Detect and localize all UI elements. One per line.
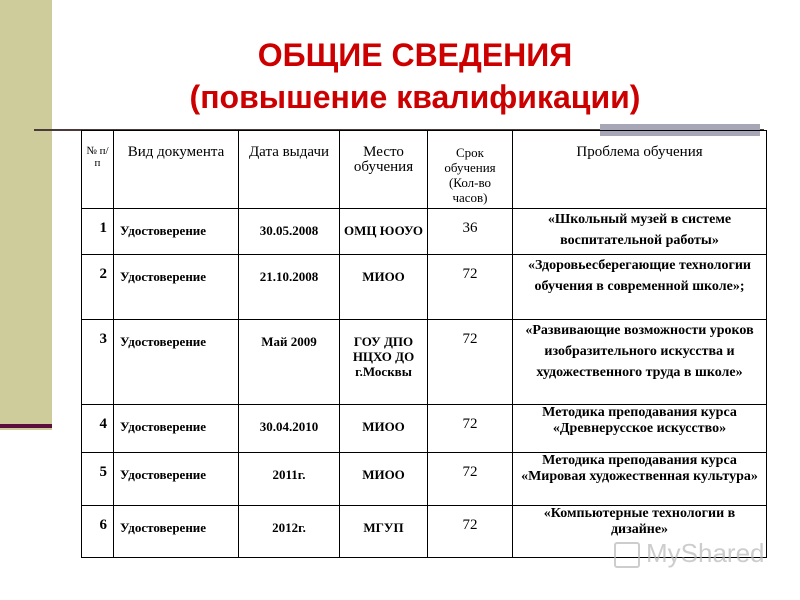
row-issue-date: 2012г. — [239, 505, 340, 557]
row-doc-type: Удостоверение — [114, 319, 239, 404]
row-issue-date: Май 2009 — [239, 319, 340, 404]
table-row — [82, 405, 767, 453]
row-issue-date: 30.05.2008 — [239, 209, 340, 255]
row-hours: 72 — [428, 255, 513, 319]
row-doc-type: Удостоверение — [114, 255, 239, 319]
header-duration: Срок обучения (Кол-во часов) — [428, 131, 513, 209]
row-doc-type: Удостоверение — [114, 505, 239, 557]
row-num: 3 — [82, 319, 114, 404]
row-problem: «Здоровьесберегающие технологии обучения в современной школе»; — [513, 255, 767, 319]
table-row — [82, 319, 767, 404]
row-place: ОМЦ ЮОУО — [340, 209, 428, 255]
table-row — [82, 255, 767, 319]
row-doc-type: Удостоверение — [114, 405, 239, 453]
row-hours: 36 — [428, 209, 513, 255]
row-issue-date: 30.04.2010 — [239, 405, 340, 453]
row-issue-date: 21.10.2008 — [239, 255, 340, 319]
row-hours: 72 — [428, 405, 513, 453]
row-problem: Методика преподавания курса «Мировая художественная культура» — [513, 453, 767, 505]
title-line-2: (повышение квалификации) — [189, 79, 641, 115]
watermark — [614, 538, 765, 569]
row-problem: «Развивающие возможности уроков изобразительного искусства и художественного труда в школе» — [513, 319, 767, 404]
table-header-row — [82, 131, 767, 209]
title-line-1: ОБЩИЕ СВЕДЕНИЯ — [257, 37, 573, 73]
header-num: № п/п — [82, 131, 114, 209]
header-doc-type: Вид документа — [114, 131, 239, 209]
header-issue-date: Дата выдачи — [239, 131, 340, 209]
row-hours: 72 — [428, 453, 513, 505]
row-problem: «Компьютерные технологии в дизайне» — [513, 505, 767, 557]
row-problem: Методика преподавания курса «Древнерусское искусство» — [513, 405, 767, 453]
page-title — [0, 34, 800, 118]
row-place: МИОО — [340, 453, 428, 505]
watermark-logo-icon — [614, 542, 640, 568]
row-hours: 72 — [428, 505, 513, 557]
watermark-text: MyShared — [646, 538, 765, 568]
row-problem: «Школьный музей в системе воспитательной работы» — [513, 209, 767, 255]
row-hours: 72 — [428, 319, 513, 404]
row-place: МИОО — [340, 255, 428, 319]
header-place: Место обучения — [340, 131, 428, 209]
row-place: МИОО — [340, 405, 428, 453]
header-problem: Проблема обучения — [513, 131, 767, 209]
qualification-table — [81, 130, 767, 558]
row-num: 5 — [82, 453, 114, 505]
table-row — [82, 453, 767, 505]
row-doc-type: Удостоверение — [114, 453, 239, 505]
row-num: 2 — [82, 255, 114, 319]
row-place: ГОУ ДПО НЦХО ДО г.Москвы — [340, 319, 428, 404]
row-issue-date: 2011г. — [239, 453, 340, 505]
table-row — [82, 209, 767, 255]
row-num: 4 — [82, 405, 114, 453]
row-num: 1 — [82, 209, 114, 255]
row-doc-type: Удостоверение — [114, 209, 239, 255]
left-decor-line — [0, 424, 52, 428]
row-place: МГУП — [340, 505, 428, 557]
row-num: 6 — [82, 505, 114, 557]
table-body — [82, 209, 767, 558]
